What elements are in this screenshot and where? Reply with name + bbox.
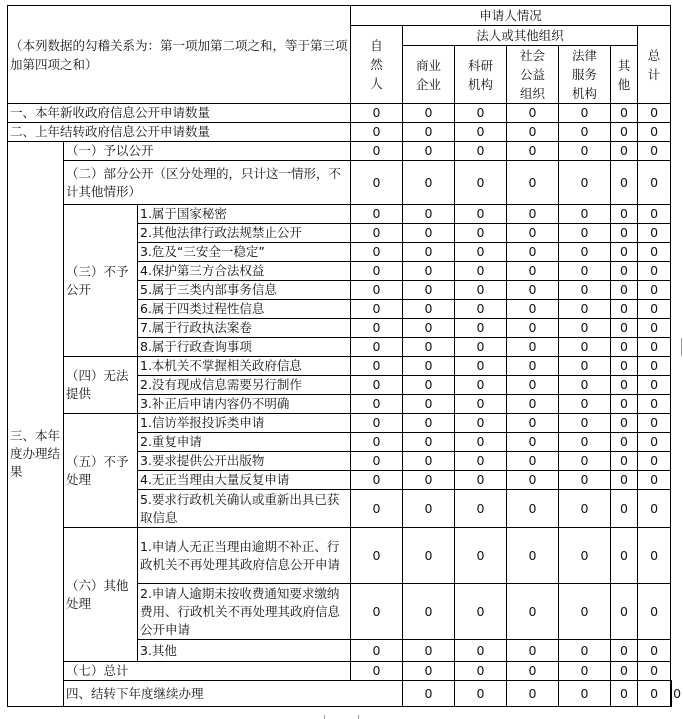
- group-not-processed-label: （五）不予处理: [64, 414, 138, 528]
- count-cell: 0: [507, 104, 559, 123]
- count-cell: 0: [611, 395, 638, 414]
- legal-persons-header: 法人或其他组织: [403, 26, 638, 46]
- count-cell: 0: [351, 433, 403, 452]
- count-cell: 0: [638, 662, 671, 681]
- count-cell: 0: [559, 640, 611, 662]
- count-cell: 0: [507, 123, 559, 142]
- count-cell: 0: [351, 357, 403, 376]
- count-cell: 0: [455, 300, 507, 319]
- count-cell: 0: [507, 224, 559, 243]
- count-cell: 0: [611, 319, 638, 338]
- count-cell: 0: [455, 281, 507, 300]
- count-cell: 0: [673, 685, 682, 701]
- count-cell: 0: [507, 395, 559, 414]
- count-cell: 0: [507, 281, 559, 300]
- count-cell: 0: [507, 262, 559, 281]
- count-cell: 0: [507, 490, 559, 528]
- count-cell: 0: [611, 123, 638, 142]
- count-cell: 0: [455, 490, 507, 528]
- count-cell: 0: [351, 224, 403, 243]
- count-cell: 0: [638, 471, 671, 490]
- col-commercial: [403, 46, 455, 104]
- count-cell: 0: [351, 528, 403, 584]
- count-cell: 0: [455, 584, 507, 640]
- count-cell: 0: [507, 243, 559, 262]
- count-cell: 0: [559, 161, 611, 205]
- count-cell: 0: [559, 662, 611, 681]
- count-cell: 0: [351, 205, 403, 224]
- count-cell: 0: [638, 338, 671, 357]
- count-cell: 0: [455, 376, 507, 395]
- count-cell: 0: [403, 471, 455, 490]
- count-cell: 0: [611, 161, 638, 205]
- col-legal-service-label: 法律 服务 机构: [572, 48, 598, 101]
- count-cell: 0: [611, 662, 638, 681]
- count-cell: 0: [351, 584, 403, 640]
- count-cell: 0: [507, 681, 559, 707]
- count-cell: 0: [351, 490, 403, 528]
- item-label: 2.其他法律行政法规禁止公开: [138, 224, 351, 243]
- item-label: 5.属于三类内部事务信息: [138, 281, 351, 300]
- group-other-processing-label: （六）其他处理: [64, 528, 138, 662]
- count-cell: 0: [351, 414, 403, 433]
- count-cell: 0: [507, 452, 559, 471]
- col-commercial-label: 商业 企业: [416, 57, 442, 92]
- count-cell: 0: [507, 662, 559, 681]
- count-cell: 0: [638, 104, 671, 123]
- row-new-applications: [8, 104, 672, 123]
- count-cell: 0: [559, 414, 611, 433]
- count-cell: 0: [559, 584, 611, 640]
- count-cell: 0: [559, 681, 611, 707]
- col-social: [507, 46, 559, 104]
- item-label: 3.补正后申请内容仍不明确: [138, 395, 351, 414]
- count-cell: 0: [611, 243, 638, 262]
- item-label: 1.属于国家秘密: [138, 205, 351, 224]
- count-cell: 0: [638, 281, 671, 300]
- count-cell: 0: [611, 584, 638, 640]
- count-cell: 0: [351, 338, 403, 357]
- count-cell: 0: [611, 205, 638, 224]
- item-label: 2.没有现成信息需要另行制作: [138, 376, 351, 395]
- count-cell: 0: [455, 142, 507, 161]
- count-cell: 0: [507, 584, 559, 640]
- count-cell: 0: [559, 319, 611, 338]
- count-cell: 0: [403, 357, 455, 376]
- count-cell: 0: [559, 357, 611, 376]
- row-partial: [8, 161, 672, 205]
- row-unavailable-item: [8, 357, 672, 376]
- count-cell: 0: [611, 262, 638, 281]
- col-other-label: 其 他: [617, 57, 631, 92]
- count-cell: 0: [403, 205, 455, 224]
- count-cell: 0: [351, 123, 403, 142]
- item-label: 3.要求提供公开出版物: [138, 452, 351, 471]
- count-cell: 0: [611, 433, 638, 452]
- col-research: [455, 46, 507, 104]
- count-cell: 0: [559, 433, 611, 452]
- count-cell: 0: [403, 528, 455, 584]
- bottom-edge-mark: [324, 715, 325, 719]
- count-cell: 0: [611, 528, 638, 584]
- count-cell: 0: [455, 395, 507, 414]
- count-cell: 0: [507, 357, 559, 376]
- count-cell: 0: [611, 300, 638, 319]
- count-cell: 0: [559, 528, 611, 584]
- count-cell: 0: [559, 104, 611, 123]
- count-cell: 0: [455, 640, 507, 662]
- count-cell: 0: [559, 395, 611, 414]
- count-cell: 0: [455, 224, 507, 243]
- count-cell: 0: [403, 433, 455, 452]
- count-cell: 0: [403, 376, 455, 395]
- row-label: 一、本年新收政府信息公开申请数量: [8, 104, 351, 123]
- row-carried-over: [8, 123, 672, 142]
- count-cell: 0: [638, 319, 671, 338]
- count-cell: 0: [559, 452, 611, 471]
- count-cell: 0: [507, 640, 559, 662]
- count-cell: 0: [403, 662, 455, 681]
- count-cell: 0: [611, 471, 638, 490]
- count-cell: 0: [403, 142, 455, 161]
- count-cell: 0: [611, 490, 638, 528]
- count-cell: 0: [559, 123, 611, 142]
- row-label: 二、上年结转政府信息公开申请数量: [8, 123, 351, 142]
- count-cell: 0: [559, 376, 611, 395]
- count-cell: 0: [559, 142, 611, 161]
- row-withheld-item: [8, 205, 672, 224]
- count-cell: 0: [638, 433, 671, 452]
- col-natural-person-label: 自 然 人: [370, 38, 383, 91]
- count-cell: 0: [611, 281, 638, 300]
- item-label: 1.申请人无正当理由逾期不补正、行政机关不再处理其政府信息公开申请: [138, 528, 351, 584]
- count-cell: 0: [403, 300, 455, 319]
- count-cell: 0: [403, 490, 455, 528]
- count-cell: 0: [638, 528, 671, 584]
- item-label: 6.属于四类过程性信息: [138, 300, 351, 319]
- count-cell: 0: [455, 319, 507, 338]
- row-carry-forward: [8, 681, 672, 707]
- count-cell: 0: [611, 338, 638, 357]
- count-cell: 0: [638, 123, 671, 142]
- count-cell: 0: [455, 205, 507, 224]
- count-cell: 0: [507, 205, 559, 224]
- col-total: [638, 26, 671, 104]
- count-cell: 0: [611, 414, 638, 433]
- count-cell: 0: [455, 243, 507, 262]
- count-cell: 0: [559, 224, 611, 243]
- group-withheld-label: （三）不予公开: [64, 205, 138, 357]
- count-cell: 0: [403, 123, 455, 142]
- item-label: 1.本机关不掌握相关政府信息: [138, 357, 351, 376]
- count-cell: 0: [403, 281, 455, 300]
- item-label: 4.保护第三方合法权益: [138, 262, 351, 281]
- count-cell: 0: [351, 142, 403, 161]
- count-cell: 0: [403, 319, 455, 338]
- count-cell: 0: [611, 104, 638, 123]
- right-edge-mark: [677, 338, 682, 356]
- bottom-edge-mark: [358, 715, 359, 719]
- count-cell: 0: [455, 662, 507, 681]
- count-cell: 0: [403, 262, 455, 281]
- row-label: （七）总计: [64, 662, 351, 681]
- count-cell: 0: [455, 681, 507, 707]
- count-cell: 0: [638, 205, 671, 224]
- count-cell: 0: [559, 262, 611, 281]
- count-cell: 0: [559, 490, 611, 528]
- count-cell: 0: [559, 243, 611, 262]
- count-cell: 0: [403, 161, 455, 205]
- count-cell: 0: [351, 376, 403, 395]
- count-cell: 0: [611, 224, 638, 243]
- count-cell: 0: [559, 338, 611, 357]
- count-cell: 0: [455, 338, 507, 357]
- count-cell: 0: [638, 142, 671, 161]
- item-label: 3.其他: [138, 640, 351, 662]
- count-cell: 0: [455, 471, 507, 490]
- row-not-processed-item: [8, 414, 672, 433]
- count-cell: 0: [638, 376, 671, 395]
- applicant-header: 申请人情况: [351, 6, 671, 26]
- count-cell: 0: [559, 205, 611, 224]
- count-cell: 0: [507, 528, 559, 584]
- count-cell: 0: [507, 319, 559, 338]
- col-other: [611, 46, 638, 104]
- disclosure-stats-table: [7, 5, 682, 707]
- count-cell: 0: [611, 376, 638, 395]
- count-cell: 0: [638, 681, 671, 707]
- count-cell: 0: [638, 490, 671, 528]
- table-note: （本列数据的勾稽关系为：第一项加第二项之和，等于第三项加第四项之和）: [8, 6, 351, 104]
- count-cell: 0: [455, 104, 507, 123]
- count-cell: 0: [507, 300, 559, 319]
- count-cell: 0: [638, 224, 671, 243]
- count-cell: 0: [403, 243, 455, 262]
- count-cell: 0: [638, 414, 671, 433]
- count-cell: 0: [351, 452, 403, 471]
- count-cell: 0: [559, 281, 611, 300]
- count-cell: 0: [638, 452, 671, 471]
- item-label: 2.申请人逾期未按收费通知要求缴纳费用、行政机关不再处理其政府信息公开申请: [138, 584, 351, 640]
- row-label: （二）部分公开（区分处理的，只计这一情形，不计其他情形）: [64, 161, 351, 205]
- count-cell: 0: [455, 414, 507, 433]
- count-cell: 0: [611, 640, 638, 662]
- count-cell: 0: [638, 161, 671, 205]
- count-cell: 0: [351, 319, 403, 338]
- count-cell: 0: [507, 338, 559, 357]
- col-natural-person: [351, 26, 403, 104]
- count-cell: 0: [351, 281, 403, 300]
- item-label: 1.信访举报投诉类申请: [138, 414, 351, 433]
- count-cell: 0: [351, 662, 403, 681]
- count-cell: 0: [507, 471, 559, 490]
- count-cell: 0: [507, 376, 559, 395]
- count-cell: 0: [455, 452, 507, 471]
- count-cell: 0: [638, 395, 671, 414]
- count-cell: 0: [638, 300, 671, 319]
- count-cell: 0: [507, 414, 559, 433]
- item-label: 4.无正当理由大量反复申请: [138, 471, 351, 490]
- count-cell: 0: [611, 452, 638, 471]
- count-cell: 0: [507, 161, 559, 205]
- count-cell: 0: [455, 262, 507, 281]
- section-results-label: 三、本年度办理结果: [8, 142, 64, 707]
- count-cell: 0: [403, 452, 455, 471]
- count-cell: 0: [455, 433, 507, 452]
- item-label: 8.属于行政查询事项: [138, 338, 351, 357]
- row-label: 四、结转下年度继续办理: [64, 681, 403, 707]
- group-unavailable-label: （四）无法提供: [64, 357, 138, 414]
- count-cell: 0: [611, 681, 638, 707]
- row-disclosed: [8, 142, 672, 161]
- count-cell: 0: [351, 161, 403, 205]
- count-cell: 0: [559, 300, 611, 319]
- count-cell: 0: [351, 262, 403, 281]
- count-cell: 0: [455, 528, 507, 584]
- count-cell: 0: [403, 584, 455, 640]
- item-label: 7.属于行政执法案卷: [138, 319, 351, 338]
- count-cell: 0: [351, 243, 403, 262]
- count-cell: 0: [507, 433, 559, 452]
- row-label: （一）予以公开: [64, 142, 351, 161]
- count-cell: 0: [351, 300, 403, 319]
- count-cell: 0: [403, 395, 455, 414]
- count-cell: 0: [611, 357, 638, 376]
- count-cell: 0: [507, 142, 559, 161]
- row-other-processing-item: [8, 528, 672, 584]
- count-cell: 0: [403, 338, 455, 357]
- col-social-label: 社会 公益 组织: [520, 48, 546, 101]
- count-cell: 0: [638, 262, 671, 281]
- count-cell: 0: [455, 161, 507, 205]
- col-legal-service: [559, 46, 611, 104]
- count-cell: 0: [559, 471, 611, 490]
- count-cell: 0: [403, 104, 455, 123]
- row-results-total: [8, 662, 672, 681]
- count-cell: 0: [351, 104, 403, 123]
- item-label: 5.要求行政机关确认或重新出具已获取信息: [138, 490, 351, 528]
- count-cell: 0: [611, 142, 638, 161]
- count-cell: 0: [403, 640, 455, 662]
- col-total-label: 总 计: [647, 47, 661, 82]
- count-cell: 0: [455, 357, 507, 376]
- count-cell: 0: [638, 357, 671, 376]
- count-cell: 0: [351, 471, 403, 490]
- count-cell: 0: [351, 640, 403, 662]
- item-label: 3.危及“三安全一稳定”: [138, 243, 351, 262]
- col-research-label: 科研 机构: [468, 57, 494, 92]
- count-cell: 0: [638, 243, 671, 262]
- count-cell: 0: [403, 681, 455, 707]
- item-label: 2.重复申请: [138, 433, 351, 452]
- count-cell: 0: [638, 640, 671, 662]
- count-cell: 0: [403, 224, 455, 243]
- count-cell: 0: [351, 395, 403, 414]
- count-cell: 0: [638, 584, 671, 640]
- count-cell: 0: [403, 414, 455, 433]
- count-cell: 0: [455, 123, 507, 142]
